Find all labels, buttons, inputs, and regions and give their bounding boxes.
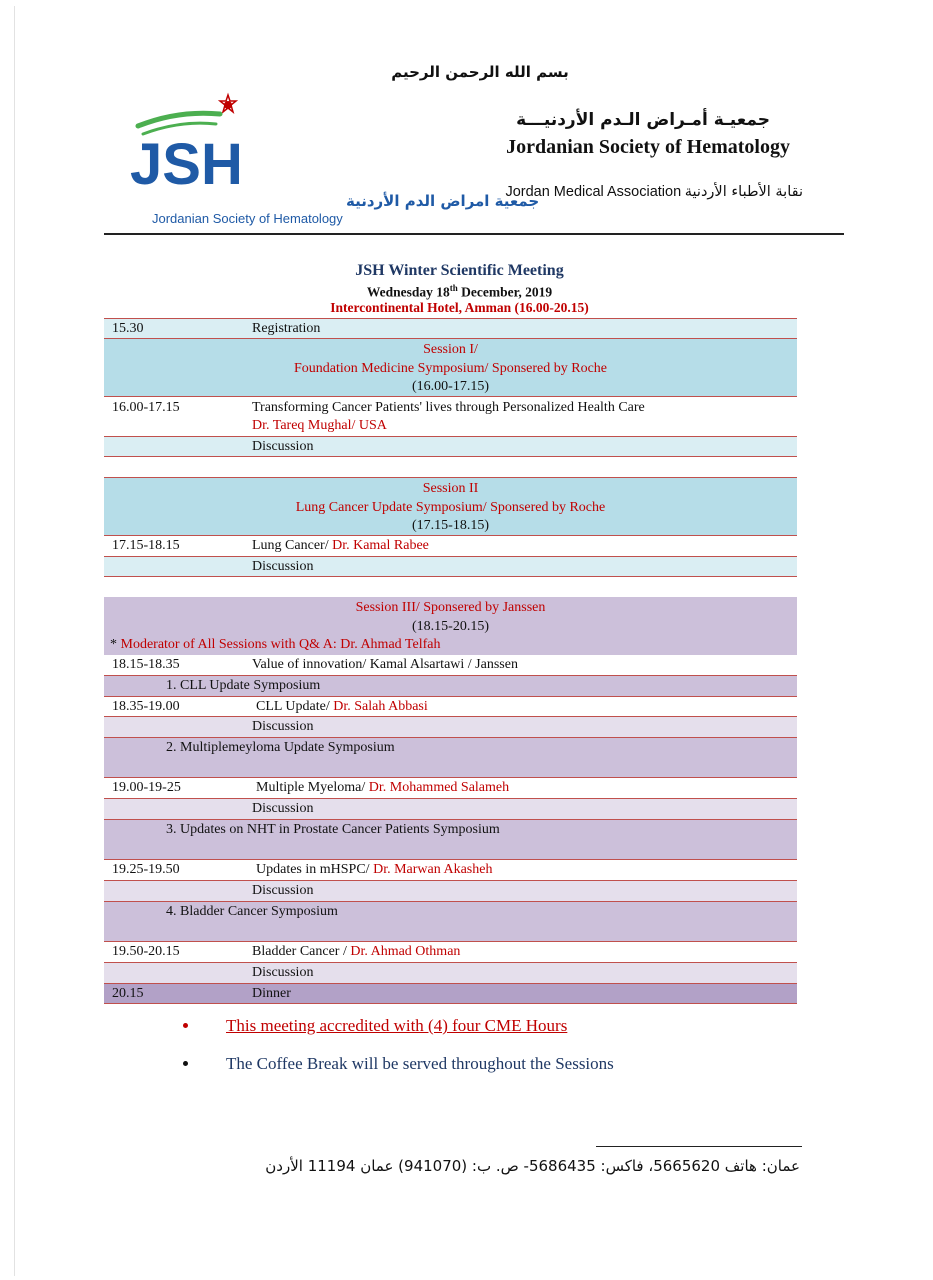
association-arabic: نقابة الأطباء الأردنية: [684, 184, 803, 200]
symposium-title: 1. CLL Update Symposium: [166, 678, 321, 693]
talk-title: Value of innovation/ Kamal Alsartawi / Janssen: [252, 657, 518, 672]
symposium2-row: [104, 737, 797, 777]
time-cell: 16.00-17.15: [112, 400, 180, 415]
speaker: Dr. Ahmad Othman: [350, 944, 461, 959]
symposium1-talk-row: [104, 696, 797, 716]
registration-row: [104, 318, 797, 338]
symposium3-talk-row: [104, 859, 797, 880]
logo-english: Jordanian Society of Hematology: [152, 211, 343, 226]
discussion-label: Discussion: [252, 883, 314, 898]
meeting-title: JSH Winter Scientific Meeting: [355, 262, 564, 279]
speaker: Dr. Tareq Mughal/ USA: [252, 418, 387, 433]
talk-line: Multiple Myeloma/ Dr. Mohammed Salameh: [256, 780, 510, 795]
meeting-date: Wednesday 18th December, 2019: [366, 283, 553, 300]
symposium4-row: [104, 901, 797, 941]
discussion-label: Discussion: [252, 801, 314, 816]
dinner-label: Dinner: [252, 986, 291, 1001]
symposium1-discussion-row: [104, 716, 797, 737]
moderator-line: * Moderator of All Sessions with Q& A: Dr. Ahmad Telfah: [110, 637, 441, 652]
discussion-label: Discussion: [252, 559, 314, 574]
session2-time: (17.15-18.15): [412, 518, 489, 533]
session1-time: (16.00-17.15): [412, 379, 489, 394]
cme-note: This meeting accredited with (4) four CME Hours: [226, 1016, 568, 1035]
logo-letters: JSH: [130, 132, 243, 197]
speaker: Dr. Marwan Akasheh: [373, 862, 493, 877]
time-cell: 19.50-20.15: [112, 944, 180, 959]
footer-address: عمان: هاتف 5665620، فاكس: 5686435- ص. ب: (941070) عمان 11194 الأردن: [265, 1157, 800, 1175]
talk-line: CLL Update/ Dr. Salah Abbasi: [256, 699, 428, 714]
session2-title: Session II: [422, 481, 479, 496]
spacer-row: [104, 456, 797, 477]
header-divider: [104, 233, 844, 235]
time-cell: 15.30: [112, 321, 144, 336]
speaker: Dr. Kamal Rabee: [332, 538, 429, 553]
speaker: Dr. Mohammed Salameh: [368, 780, 510, 795]
symposium-title: 3. Updates on NHT in Prostate Cancer Patients Symposium: [166, 822, 500, 837]
innovation-row: [104, 655, 797, 675]
session3-title: Session III/ Sponsered by Janssen: [355, 600, 546, 615]
symposium2-talk-row: [104, 777, 797, 798]
talk-line: Bladder Cancer / Dr. Ahmad Othman: [252, 944, 461, 959]
symposium-title: 2. Multiplemeyloma Update Symposium: [166, 740, 395, 755]
logo-arabic: جمعية امراض الدم الأردنية: [346, 192, 540, 210]
list-item: [180, 1054, 780, 1092]
session2-header: [104, 477, 797, 535]
program-table: [104, 318, 797, 1004]
star-icon: [220, 95, 236, 112]
symposium-title: 4. Bladder Cancer Symposium: [166, 904, 338, 919]
time-cell: 19.25-19.50: [112, 862, 180, 877]
session1-title: Session I/: [423, 342, 478, 357]
time-cell: 19.00-19-25: [112, 780, 181, 795]
bullet-icon: [183, 1023, 188, 1028]
spacer-row: [104, 576, 797, 597]
footer-divider: [596, 1146, 802, 1147]
jsh-logo: [108, 86, 540, 236]
notes-list: [180, 1016, 780, 1092]
session1-discussion-row: [104, 436, 797, 456]
symposium3-row: [104, 819, 797, 859]
basmala: بسم الله الرحمن الرحيم: [391, 63, 569, 81]
time-cell: 18.35-19.00: [112, 699, 180, 714]
org-name-english: Jordanian Society of Hematology: [506, 136, 790, 158]
session3-header: [104, 597, 797, 655]
session1-header: [104, 338, 797, 396]
symposium3-discussion-row: [104, 880, 797, 901]
list-item: [180, 1016, 780, 1054]
symposium4-discussion-row: [104, 962, 797, 983]
time-cell: 18.15-18.35: [112, 657, 180, 672]
session1-subtitle: Foundation Medicine Symposium/ Sponsered by Roche: [293, 361, 608, 376]
session2-subtitle: Lung Cancer Update Symposium/ Sponsered by Roche: [295, 500, 606, 515]
talk-line: Lung Cancer/ Dr. Kamal Rabee: [252, 538, 429, 553]
symposium1-row: [104, 675, 797, 696]
talk-line: Updates in mHSPC/ Dr. Marwan Akasheh: [256, 862, 493, 877]
session1-talk-row: [104, 396, 797, 436]
coffee-note: The Coffee Break will be served throughout the Sessions: [226, 1054, 614, 1073]
time-cell: 17.15-18.15: [112, 538, 180, 553]
speaker: Dr. Salah Abbasi: [333, 699, 428, 714]
symposium2-discussion-row: [104, 798, 797, 819]
session2-discussion-row: [104, 556, 797, 576]
dinner-row: [104, 983, 797, 1004]
time-cell: 20.15: [112, 986, 144, 1001]
association-english: Jordan Medical Association: [505, 184, 682, 200]
discussion-label: Discussion: [252, 965, 314, 980]
discussion-label: Discussion: [252, 439, 314, 454]
association-line: [420, 184, 803, 201]
meeting-venue: Intercontinental Hotel, Amman (16.00-20.15): [330, 300, 589, 315]
org-name-arabic: جمعيـة أمـراض الـدم الأردنيـــة: [516, 110, 770, 130]
symposium4-talk-row: [104, 941, 797, 962]
talk-title: Transforming Cancer Patients' lives through Personalized Health Care: [252, 400, 645, 415]
session3-time: (18.15-20.15): [412, 619, 489, 634]
bullet-icon: [183, 1061, 188, 1066]
session2-talk-row: [104, 535, 797, 556]
jsh-logo-graphic: [108, 86, 540, 236]
discussion-label: Discussion: [252, 719, 314, 734]
registration-label: Registration: [252, 321, 321, 336]
